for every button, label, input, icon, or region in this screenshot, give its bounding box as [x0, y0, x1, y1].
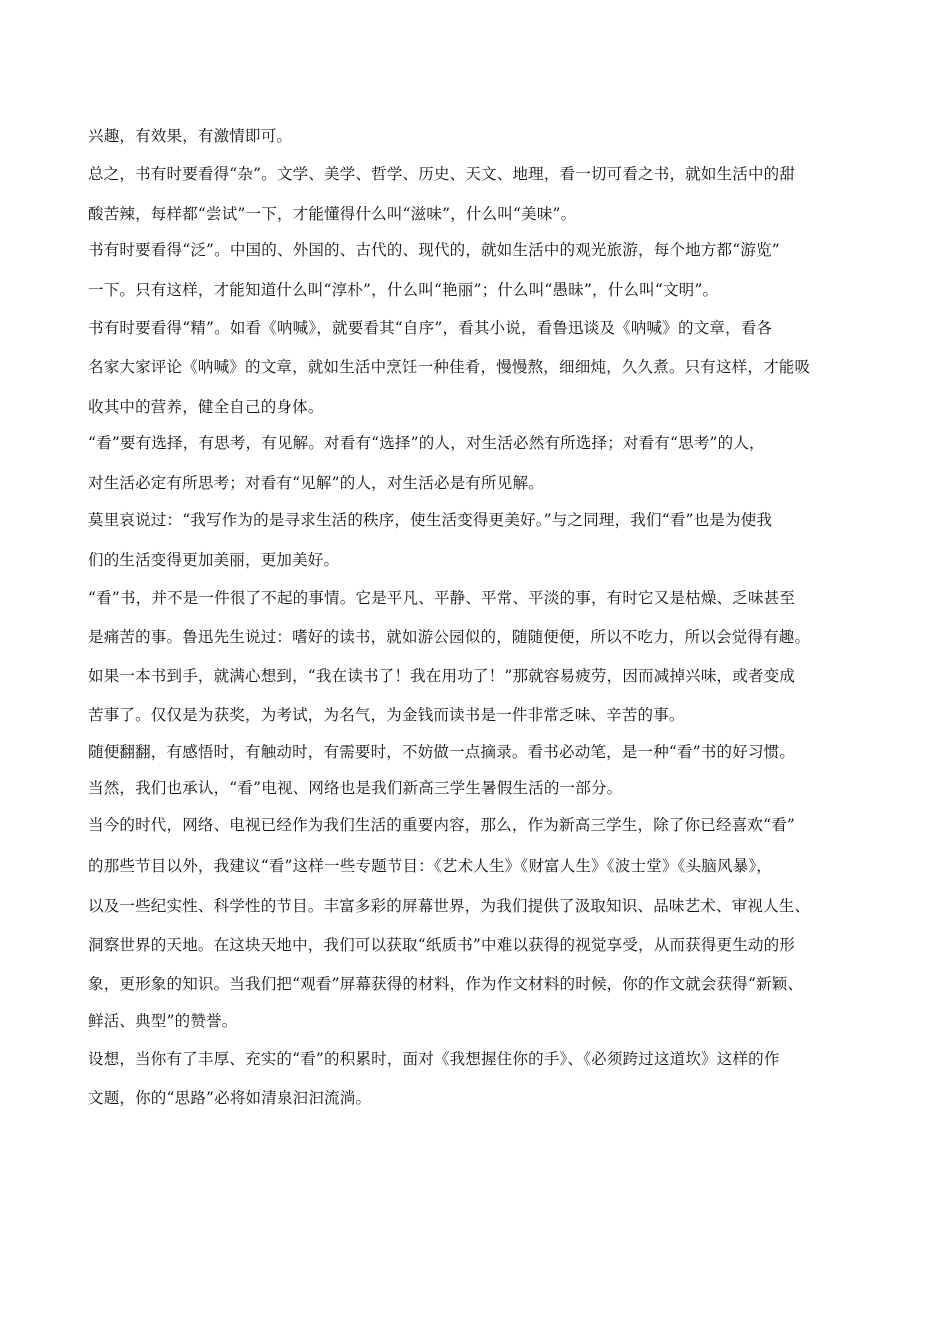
text-line: 的那些节目以外，我建议“看”这样一些专题节目：《艺术人生》《财富人生》《波士堂》《头脑风暴》，	[88, 857, 773, 875]
text-line: 书有时要看得“泛”。中国的、外国的、古代的、现代的，就如生活中的观光旅游，每个地方都“游览”	[88, 241, 780, 259]
text-line: “看”要有选择，有思考，有见解。对看有“选择”的人，对生活必然有所选择；对看有“思考”的人，	[88, 434, 765, 452]
text-line: 以及一些纪实性、科学性的节目。丰富多彩的屏幕世界，为我们提供了汲取知识、品味艺术、审视人生、	[88, 897, 811, 915]
text-line: 是痛苦的事。鲁迅先生说过：嗜好的读书，就如游公园似的，随随便便，所以不吃力，所以会觉得有趣。	[88, 628, 811, 646]
text-line: 一下。只有这样，才能知道什么叫“淳朴”，什么叫“艳丽”；什么叫“愚昧”，什么叫“文明”。	[88, 281, 719, 299]
text-line: 文题，你的“思路”必将如清泉汩汩流淌。	[88, 1089, 372, 1107]
text-line: 鲜活、典型”的赞誉。	[88, 1012, 238, 1030]
text-line: 设想，当你有了丰厚、充实的“看”的积累时，面对《我想握住你的手》、《必须跨过这道坎》这样的作	[88, 1050, 780, 1068]
text-line: 当然，我们也承认，“看”电视、网络也是我们新高三学生暑假生活的一部分。	[88, 779, 623, 797]
text-line: 如果一本书到手，就满心想到，“我在读书了！我在用功了！”那就容易疲劳，因而减掉兴味，或者变成	[88, 667, 796, 685]
text-line: 兴趣，有效果，有激情即可。	[88, 127, 293, 145]
text-line: 们的生活变得更加美丽，更加美好。	[88, 551, 340, 569]
text-line: 总之，书有时要看得“杂”。文学、美学、哲学、历史、天文、地理，看一切可看之书，就如生活中的甜	[88, 165, 796, 183]
text-line: 书有时要看得“精”。如看《呐喊》，就要看其“自序”，看其小说，看鲁迅谈及《呐喊》的文章，看各	[88, 319, 773, 337]
text-line: 酸苦辣，每样都“尝试”一下，才能懂得什么叫“滋味”，什么叫“美味”。	[88, 205, 577, 223]
text-line: 随便翻翻，有感悟时，有触动时，有需要时，不妨做一点摘录。看书必动笔，是一种“看”书的好习惯。	[88, 743, 796, 761]
text-line: 洞察世界的天地。在这块天地中，我们可以获取“纸质书”中难以获得的视觉享受，从而获得更生动的形	[88, 936, 796, 954]
text-line: 象，更形象的知识。当我们把“观看”屏幕获得的材料，作为作文材料的时候，你的作文就会获得“新颖、	[88, 975, 804, 993]
text-line: 莫里哀说过：“我写作为的是寻求生活的秩序，使生活变得更美好。”与之同理，我们“看”也是为使我	[88, 511, 773, 529]
text-line: 当今的时代，网络、电视已经作为我们生活的重要内容，那么，作为新高三学生，除了你已经喜欢“看”	[88, 816, 796, 834]
text-line: 对生活必定有所思考；对看有“见解”的人，对生活必是有所见解。	[88, 474, 544, 492]
text-line: 收其中的营养，健全自己的身体。	[88, 398, 324, 416]
text-line: 苦事了。仅仅是为获奖，为考试，为名气，为金钱而读书是一件非常乏味、辛苦的事。	[88, 706, 685, 724]
text-line: “看”书，并不是一件很了不起的事情。它是平凡、平静、平常、平淡的事，有时它又是枯燥、乏味甚至	[88, 589, 796, 607]
text-line: 名家大家评论《呐喊》的文章，就如生活中烹饪一种佳肴，慢慢熬，细细炖，久久煮。只有这样，才能吸	[88, 358, 811, 376]
